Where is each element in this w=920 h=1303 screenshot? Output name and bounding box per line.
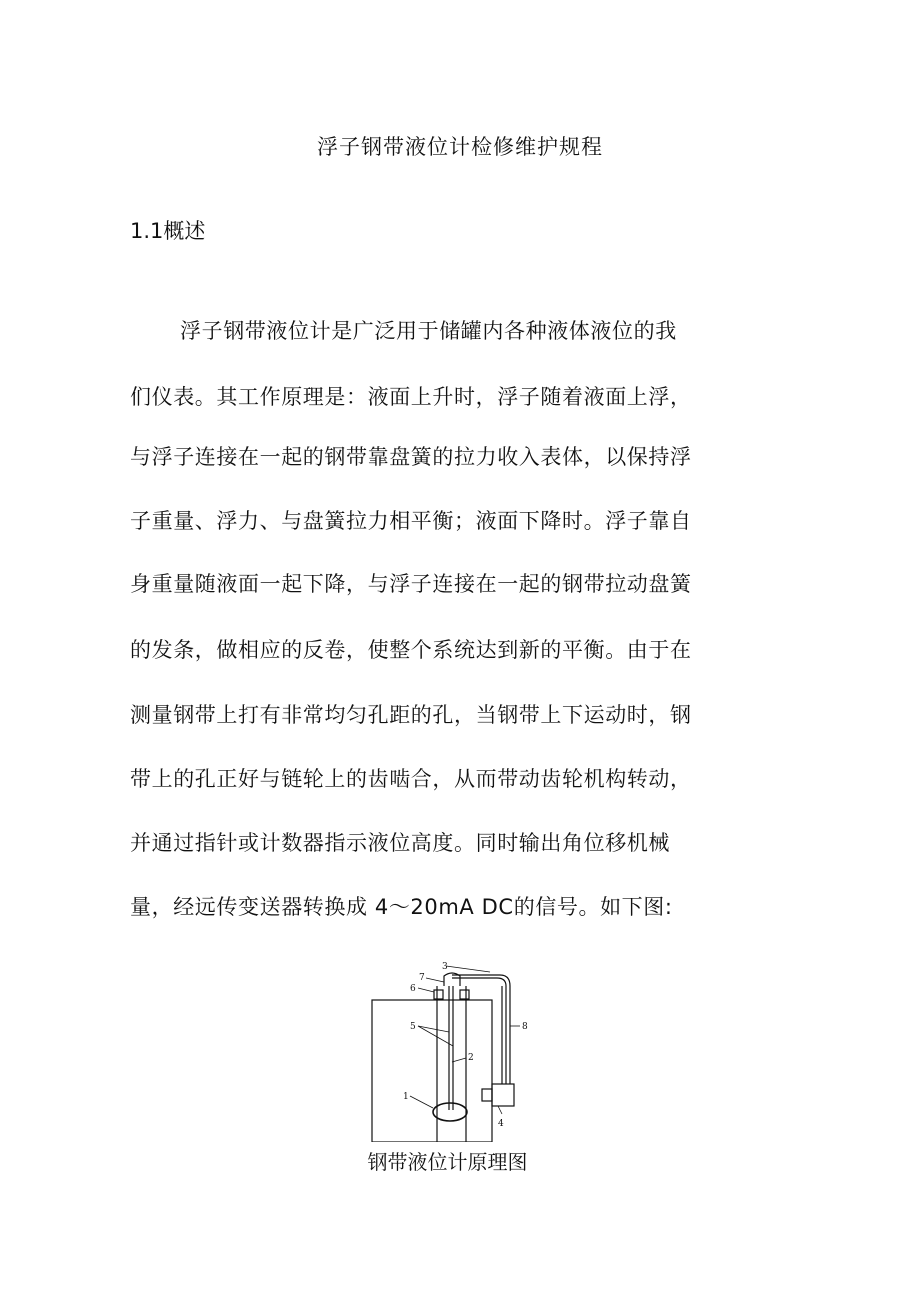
- leader-line-3: [446, 966, 490, 972]
- leader-line-6: [418, 988, 434, 992]
- paragraph-line: 身重量随液面一起下降，与浮子连接在一起的钢带拉动盘簧: [130, 572, 692, 596]
- conduit-corner-inner: [497, 978, 506, 986]
- figure-caption: 钢带液位计原理图: [367, 1150, 528, 1174]
- leader-line-7: [426, 978, 444, 982]
- paragraph-line: 们仪表。其工作原理是：液面上升时，浮子随着液面上浮，: [130, 385, 692, 409]
- indicator-connector: [482, 1089, 492, 1101]
- paragraph-line: 与浮子连接在一起的钢带靠盘簧的拉力收入表体，以保持浮: [130, 445, 692, 469]
- indicator-box: [492, 1084, 514, 1106]
- label-1: 1: [403, 1092, 409, 1102]
- paragraph-line: 的发条，做相应的反卷，使整个系统达到新的平衡。由于在: [130, 638, 692, 662]
- paragraph-line: 测量钢带上打有非常均匀孔距的孔，当钢带上下运动时，钢: [130, 703, 692, 727]
- paragraph-line: 浮子钢带液位计是广泛用于储罐内各种液体液位的我: [180, 319, 677, 343]
- section-heading: 1.1概述: [130, 219, 206, 243]
- tank-outline: [372, 1000, 492, 1142]
- label-4: 4: [498, 1119, 504, 1129]
- diagram-svg: [360, 962, 560, 1142]
- label-3: 3: [442, 962, 448, 972]
- label-5: 5: [410, 1022, 416, 1032]
- label-2: 2: [468, 1053, 474, 1063]
- top-fitting-left: [434, 990, 443, 999]
- label-7: 7: [419, 973, 425, 983]
- paragraph-line: 量，经远传变送器转换成 4～20mA DC的信号。如下图:: [130, 895, 673, 919]
- leader-line-1: [410, 1096, 433, 1108]
- level-gauge-diagram: [360, 962, 560, 1142]
- label-8: 8: [522, 1022, 528, 1032]
- top-fitting-right: [460, 990, 469, 999]
- label-6: 6: [410, 984, 416, 994]
- leader-line-4: [498, 1106, 502, 1114]
- leader-line-2: [452, 1058, 466, 1062]
- paragraph-line: 并通过指针或计数器指示液位高度。同时输出角位移机械: [130, 831, 670, 855]
- paragraph-line: 子重量、浮力、与盘簧拉力相平衡；液面下降时。浮子靠自: [130, 509, 692, 533]
- document-title: 浮子钢带液位计检修维护规程: [317, 135, 603, 159]
- paragraph-line: 带上的孔正好与链轮上的齿啮合，从而带动齿轮机构转动，: [130, 767, 692, 791]
- float-icon: [433, 1103, 467, 1121]
